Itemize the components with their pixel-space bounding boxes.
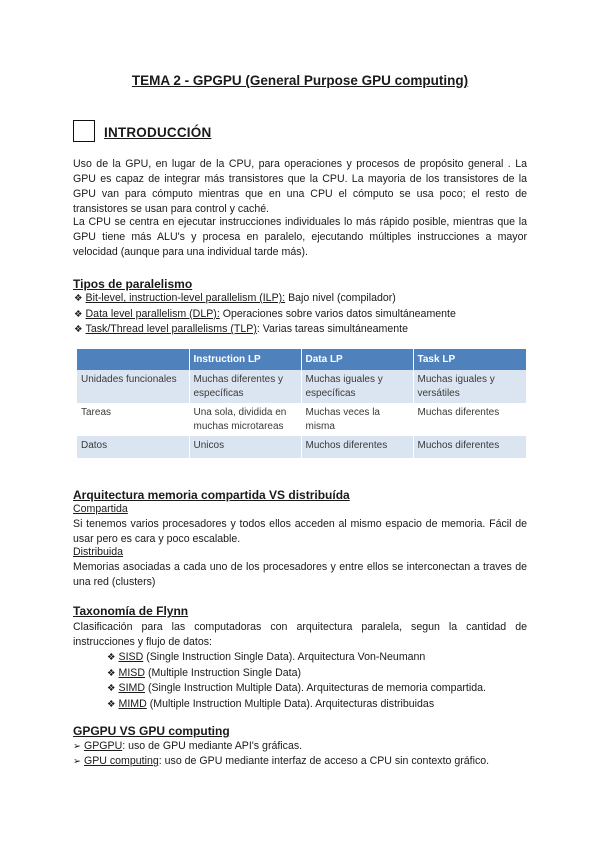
table-cell: Muchas diferentes y específicas xyxy=(189,370,301,403)
table-cell: Muchos diferentes xyxy=(301,436,413,458)
diamond-bullet-icon: ❖ xyxy=(107,683,116,694)
table-cell: Una sola, dividida en muchas microtareas xyxy=(189,403,301,436)
list-item: ❖ MISD (Multiple Instruction Single Data) xyxy=(107,666,302,679)
memoria-heading: Arquitectura memoria compartida VS distribuída xyxy=(73,488,350,502)
diamond-bullet-icon: ❖ xyxy=(107,698,116,710)
table-header-cell: Instruction LP xyxy=(189,349,301,370)
table-row xyxy=(77,370,526,403)
list-item: ❖ Task/Thread level parallelisms (TLP): Varias tareas simultáneamente xyxy=(74,323,408,335)
diamond-bullet-icon: ❖ xyxy=(74,308,83,320)
flynn-list xyxy=(107,650,486,712)
list-item: ❖ Bit-level, instruction-level parallelism (ILP): Bajo nivel (compilador) xyxy=(74,292,396,304)
table-cell: Tareas xyxy=(77,403,189,436)
intro-heading: INTRODUCCIÓN xyxy=(104,125,212,140)
flynn-text: Clasificación para las computadoras con arquitectura paralela, segun la cantidad de instrucciones y flujo de datos: xyxy=(73,621,527,648)
intro-paragraph-1: Uso de la GPU, en lugar de la CPU, para operaciones y procesos de propósito general . La GPU es capaz de integrar más transistores que la CPU. La mayoria de los transistores de la GPU van para cómputo mientras que en una CPU el cómputo se usa poco; el resto de transistores se usan para control y caché. xyxy=(73,158,527,215)
gpgpu-list xyxy=(73,739,489,769)
list-item: ❖ SIMD (Single Instruction Multiple Data). Arquitecturas de memoria compartida. xyxy=(107,682,486,694)
list-item: ❖ Data level parallelism (DLP): Operaciones sobre varios datos simultáneamente xyxy=(74,307,456,320)
table-cell: Datos xyxy=(77,436,189,458)
list-item: ➢ GPGPU: uso de GPU mediante API's gráficas. xyxy=(73,740,303,752)
distribuida-label: Distribuida xyxy=(73,546,124,558)
table-row xyxy=(77,403,526,436)
table-header-cell: Data LP xyxy=(301,349,413,370)
table-header-cell xyxy=(77,349,189,370)
gpgpu-heading: GPGPU VS GPU computing xyxy=(73,724,230,738)
flynn-heading: Taxonomía de Flynn xyxy=(73,604,189,618)
table-cell: Muchas iguales y específicas xyxy=(301,370,413,403)
table-cell: Muchos diferentes xyxy=(413,436,526,458)
parallelism-comparison-table xyxy=(77,349,527,458)
diamond-bullet-icon: ❖ xyxy=(107,667,116,679)
diamond-bullet-icon: ❖ xyxy=(74,324,83,335)
table-cell: Muchas diferentes xyxy=(413,403,526,436)
diamond-bullet-icon: ❖ xyxy=(74,293,83,304)
paralelismo-list xyxy=(74,291,456,338)
intro-paragraph-2: La CPU se centra en ejecutar instrucciones individuales lo más rápido posible, mientras que la GPU tiene más ALU's y procesa en paralelo, ejecutando múltiples instrucciones a mayor velocidad (aunque para una individual tarde más). xyxy=(73,216,527,258)
distribuida-text: Memorias asociadas a cada uno de los procesadores y entre ellos se interconectan a traves de una red (clusters) xyxy=(73,561,527,588)
table-cell: Muchas veces la misma xyxy=(301,403,413,436)
list-item: ❖ MIMD (Multiple Instruction Multiple Data). Arquitecturas distribuidas xyxy=(107,697,435,710)
table-cell: Muchas iguales y versátiles xyxy=(413,370,526,403)
list-item: ❖ SISD (Single Instruction Single Data). Arquitectura Von-Neumann xyxy=(107,651,426,663)
paralelismo-heading: Tipos de paralelismo xyxy=(73,277,193,291)
table-header-row xyxy=(77,349,526,370)
table-cell: Unidades funcionales xyxy=(77,370,189,403)
diamond-bullet-icon: ❖ xyxy=(107,652,116,663)
compartida-text: Si tenemos varios procesadores y todos ellos acceden al mismo espacio de memoria. Fácil de usar pero es cara y poco escalable. xyxy=(73,518,527,545)
document-title: TEMA 2 - GPGPU (General Purpose GPU computing) xyxy=(131,73,469,88)
checkbox-square xyxy=(73,120,95,142)
arrowhead-bullet-icon: ➢ xyxy=(73,741,81,752)
table-cell: Unicos xyxy=(189,436,301,458)
compartida-label: Compartida xyxy=(73,503,128,515)
table-row xyxy=(77,436,526,458)
list-item: ➢ GPU computing: uso de GPU mediante interfaz de acceso a CPU sin contexto gráfico. xyxy=(73,755,490,767)
arrowhead-bullet-icon: ➢ xyxy=(73,756,81,767)
table-header-cell: Task LP xyxy=(413,349,526,370)
